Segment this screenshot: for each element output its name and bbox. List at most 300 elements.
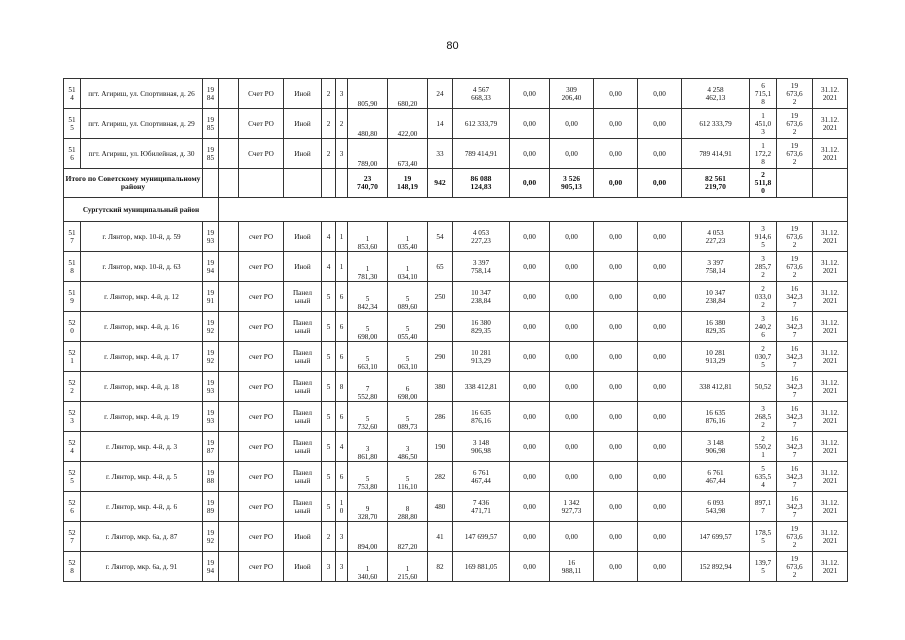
address-cell: пгт. Агириш, ул. Юбилейная, д. 30 <box>81 139 203 169</box>
entrances-cell: 8 <box>336 372 348 402</box>
fund-source-cell: 0,00 <box>510 79 550 109</box>
living-area-cell: 1 035,40 <box>388 222 428 252</box>
total-empty-cell <box>322 169 336 198</box>
wall-material-cell: Панел ьный <box>284 342 322 372</box>
empty-cell <box>219 372 239 402</box>
floors-cell: 5 <box>322 342 336 372</box>
deadline-cell: 31.12. 2021 <box>813 342 848 372</box>
year-cell: 19 93 <box>203 372 219 402</box>
fund-method-cell: Счет РО <box>239 139 284 169</box>
entrances-cell: 3 <box>336 522 348 552</box>
fund-source-cell: 0,00 <box>510 139 550 169</box>
residents-cell: 290 <box>428 312 453 342</box>
total-cost-cell: 3 148 906,98 <box>453 432 510 462</box>
year-cell: 19 93 <box>203 402 219 432</box>
total-cost-cell: 16 635 876,16 <box>453 402 510 432</box>
specific-cost-cell: 1 451,0 3 <box>750 109 777 139</box>
entrances-cell: 3 <box>336 79 348 109</box>
total-cost-cell: 3 397 758,14 <box>453 252 510 282</box>
living-area-cell: 5 089,73 <box>388 402 428 432</box>
fund-source-cell: 0,00 <box>594 432 638 462</box>
floors-cell: 2 <box>322 522 336 552</box>
wall-material-cell: Иной <box>284 139 322 169</box>
residents-cell: 41 <box>428 522 453 552</box>
housing-register-table <box>63 78 848 582</box>
year-cell: 19 92 <box>203 522 219 552</box>
floors-cell: 5 <box>322 432 336 462</box>
fund-source-cell: 0,00 <box>550 402 594 432</box>
fund-source-cell: 0,00 <box>550 252 594 282</box>
residents-cell: 190 <box>428 432 453 462</box>
deadline-cell: 31.12. 2021 <box>813 492 848 522</box>
entrances-cell: 6 <box>336 282 348 312</box>
address-cell: г. Лянтор, мкр. 6а, д. 91 <box>81 552 203 582</box>
total-area-cell: 805,90 <box>348 79 388 109</box>
address-cell: г. Лянтор, мкр. 4-й, д. 17 <box>81 342 203 372</box>
total-soviet-district <box>64 169 848 222</box>
address-cell: г. Лянтор, мкр. 4-й, д. 18 <box>81 372 203 402</box>
floors-cell: 2 <box>322 109 336 139</box>
empty-cell <box>219 402 239 432</box>
floors-cell: 4 <box>322 252 336 282</box>
total-empty-cell <box>284 169 322 198</box>
limit-cost-cell: 16 342,3 7 <box>777 402 813 432</box>
floors-cell: 5 <box>322 402 336 432</box>
wall-material-cell: Иной <box>284 79 322 109</box>
fund-source-cell: 0,00 <box>594 342 638 372</box>
owners-funds-cell: 6 761 467,44 <box>682 462 750 492</box>
living-area-cell: 422,00 <box>388 109 428 139</box>
empty-cell <box>219 109 239 139</box>
table-row <box>64 552 848 582</box>
total-area-cell: 5 842,34 <box>348 282 388 312</box>
floors-cell: 4 <box>322 222 336 252</box>
specific-cost-cell: 139,7 5 <box>750 552 777 582</box>
owners-funds-cell: 147 699,57 <box>682 522 750 552</box>
fund-method-cell: Счет РО <box>239 109 284 139</box>
total-area-cell: 894,00 <box>348 522 388 552</box>
total-empty-cell <box>203 169 219 198</box>
row-number-cell: 52 2 <box>64 372 81 402</box>
total-area-cell: 5 753,80 <box>348 462 388 492</box>
fund-source-cell: 0,00 <box>550 222 594 252</box>
fund-method-cell: счет РО <box>239 282 284 312</box>
specific-cost-cell: 178,5 5 <box>750 522 777 552</box>
row-number-cell: 52 0 <box>64 312 81 342</box>
total-cost-cell: 86 088 124,83 <box>453 169 510 198</box>
fund-method-cell: счет РО <box>239 312 284 342</box>
fund-source-cell: 0,00 <box>594 139 638 169</box>
fund-source-cell: 309 206,40 <box>550 79 594 109</box>
table-row <box>64 492 848 522</box>
fund-source-cell: 0,00 <box>510 432 550 462</box>
deadline-cell: 31.12. 2021 <box>813 252 848 282</box>
empty-cell <box>219 312 239 342</box>
limit-cost-cell: 16 342,3 7 <box>777 372 813 402</box>
total-fund-cell: 0,00 <box>594 169 638 198</box>
fund-source-cell: 0,00 <box>638 139 682 169</box>
fund-source-cell: 0,00 <box>510 492 550 522</box>
wall-material-cell: Иной <box>284 222 322 252</box>
total-cost-cell: 612 333,79 <box>453 109 510 139</box>
total-cost-cell: 16 380 829,35 <box>453 312 510 342</box>
total-living-area-cell: 19 148,19 <box>388 169 428 198</box>
floors-cell: 5 <box>322 312 336 342</box>
fund-source-cell: 0,00 <box>510 282 550 312</box>
specific-cost-cell: 50,52 <box>750 372 777 402</box>
residents-cell: 82 <box>428 552 453 582</box>
fund-source-cell: 0,00 <box>550 432 594 462</box>
living-area-cell: 5 063,10 <box>388 342 428 372</box>
limit-cost-cell: 16 342,3 7 <box>777 492 813 522</box>
fund-source-cell: 16 988,11 <box>550 552 594 582</box>
specific-cost-cell: 3 914,6 5 <box>750 222 777 252</box>
empty-cell <box>219 342 239 372</box>
total-fund-cell: 0,00 <box>510 169 550 198</box>
limit-cost-cell: 19 673,6 2 <box>777 222 813 252</box>
owners-funds-cell: 3 148 906,98 <box>682 432 750 462</box>
empty-cell <box>219 462 239 492</box>
fund-method-cell: счет РО <box>239 492 284 522</box>
total-empty-cell <box>336 169 348 198</box>
fund-method-cell: счет РО <box>239 372 284 402</box>
total-area-cell: 7 552,80 <box>348 372 388 402</box>
deadline-cell: 31.12. 2021 <box>813 312 848 342</box>
empty-cell <box>219 492 239 522</box>
living-area-cell: 5 116,10 <box>388 462 428 492</box>
limit-cost-cell: 16 342,3 7 <box>777 462 813 492</box>
living-area-cell: 827,20 <box>388 522 428 552</box>
entrances-cell: 4 <box>336 432 348 462</box>
year-cell: 19 94 <box>203 252 219 282</box>
residents-cell: 250 <box>428 282 453 312</box>
fund-source-cell: 0,00 <box>594 109 638 139</box>
wall-material-cell: Иной <box>284 109 322 139</box>
total-empty-cell <box>777 169 813 198</box>
fund-source-cell: 0,00 <box>510 342 550 372</box>
owners-funds-cell: 789 414,91 <box>682 139 750 169</box>
rows-soviet-district <box>64 79 848 169</box>
total-owners-cell: 82 561 219,70 <box>682 169 750 198</box>
section-title: Сургутский муниципальный район <box>64 198 219 222</box>
year-cell: 19 88 <box>203 462 219 492</box>
fund-source-cell: 0,00 <box>550 139 594 169</box>
row-number-cell: 52 8 <box>64 552 81 582</box>
floors-cell: 2 <box>322 79 336 109</box>
owners-funds-cell: 612 333,79 <box>682 109 750 139</box>
entrances-cell: 1 0 <box>336 492 348 522</box>
living-area-cell: 5 089,60 <box>388 282 428 312</box>
entrances-cell: 3 <box>336 552 348 582</box>
residents-cell: 14 <box>428 109 453 139</box>
fund-source-cell: 0,00 <box>594 79 638 109</box>
entrances-cell: 3 <box>336 139 348 169</box>
floors-cell: 5 <box>322 462 336 492</box>
year-cell: 19 92 <box>203 342 219 372</box>
owners-funds-cell: 10 347 238,84 <box>682 282 750 312</box>
table-row <box>64 252 848 282</box>
specific-cost-cell: 897,1 7 <box>750 492 777 522</box>
year-cell: 19 85 <box>203 139 219 169</box>
fund-source-cell: 0,00 <box>594 312 638 342</box>
total-empty-cell <box>239 169 284 198</box>
empty-cell <box>219 552 239 582</box>
address-cell: г. Лянтор, мкр. 4-й, д. 3 <box>81 432 203 462</box>
residents-cell: 54 <box>428 222 453 252</box>
living-area-cell: 1 034,10 <box>388 252 428 282</box>
fund-method-cell: счет РО <box>239 222 284 252</box>
table-row <box>64 222 848 252</box>
specific-cost-cell: 1 172,2 8 <box>750 139 777 169</box>
owners-funds-cell: 10 281 913,29 <box>682 342 750 372</box>
empty-cell <box>219 522 239 552</box>
floors-cell: 5 <box>322 282 336 312</box>
fund-source-cell: 0,00 <box>550 109 594 139</box>
table-row <box>64 79 848 109</box>
deadline-cell: 31.12. 2021 <box>813 282 848 312</box>
wall-material-cell: Иной <box>284 552 322 582</box>
fund-source-cell: 0,00 <box>638 312 682 342</box>
fund-source-cell: 0,00 <box>510 312 550 342</box>
address-cell: г. Лянтор, мкр. 10-й, д. 59 <box>81 222 203 252</box>
address-cell: пгт. Агириш, ул. Спортивная, д. 26 <box>81 79 203 109</box>
fund-method-cell: Счет РО <box>239 79 284 109</box>
total-fund-cell: 0,00 <box>638 169 682 198</box>
year-cell: 19 84 <box>203 79 219 109</box>
wall-material-cell: Панел ьный <box>284 462 322 492</box>
row-number-cell: 51 6 <box>64 139 81 169</box>
fund-source-cell: 0,00 <box>638 372 682 402</box>
address-cell: г. Лянтор, мкр. 10-й, д. 63 <box>81 252 203 282</box>
fund-method-cell: счет РО <box>239 432 284 462</box>
row-number-cell: 52 7 <box>64 522 81 552</box>
fund-source-cell: 0,00 <box>594 372 638 402</box>
fund-source-cell: 0,00 <box>594 522 638 552</box>
limit-cost-cell: 16 342,3 7 <box>777 432 813 462</box>
empty-cell <box>219 222 239 252</box>
total-empty-cell <box>219 169 239 198</box>
wall-material-cell: Панел ьный <box>284 402 322 432</box>
limit-cost-cell: 16 342,3 7 <box>777 312 813 342</box>
specific-cost-cell: 3 285,7 2 <box>750 252 777 282</box>
fund-source-cell: 0,00 <box>510 402 550 432</box>
row-number-cell: 51 5 <box>64 109 81 139</box>
deadline-cell: 31.12. 2021 <box>813 109 848 139</box>
total-label: Итого по Советскому муниципальному району <box>64 169 203 198</box>
entrances-cell: 2 <box>336 109 348 139</box>
floors-cell: 5 <box>322 372 336 402</box>
wall-material-cell: Панел ьный <box>284 432 322 462</box>
row-number-cell: 51 8 <box>64 252 81 282</box>
fund-source-cell: 0,00 <box>510 462 550 492</box>
wall-material-cell: Иной <box>284 522 322 552</box>
row-number-cell: 52 5 <box>64 462 81 492</box>
total-specific-cost-cell: 2 511,8 0 <box>750 169 777 198</box>
year-cell: 19 94 <box>203 552 219 582</box>
total-area-cell: 480,80 <box>348 109 388 139</box>
fund-source-cell: 0,00 <box>638 492 682 522</box>
owners-funds-cell: 152 892,94 <box>682 552 750 582</box>
entrances-cell: 6 <box>336 402 348 432</box>
limit-cost-cell: 19 673,6 2 <box>777 252 813 282</box>
living-area-cell: 5 055,40 <box>388 312 428 342</box>
residents-cell: 33 <box>428 139 453 169</box>
total-area-cell: 1 781,30 <box>348 252 388 282</box>
limit-cost-cell: 19 673,6 2 <box>777 139 813 169</box>
total-area-cell: 9 328,70 <box>348 492 388 522</box>
address-cell: г. Лянтор, мкр. 4-й, д. 16 <box>81 312 203 342</box>
empty-cell <box>219 432 239 462</box>
fund-source-cell: 0,00 <box>638 109 682 139</box>
fund-method-cell: счет РО <box>239 522 284 552</box>
owners-funds-cell: 4 258 462,13 <box>682 79 750 109</box>
deadline-cell: 31.12. 2021 <box>813 462 848 492</box>
year-cell: 19 93 <box>203 222 219 252</box>
specific-cost-cell: 3 240,2 6 <box>750 312 777 342</box>
total-cost-cell: 4 567 668,33 <box>453 79 510 109</box>
empty-cell <box>219 79 239 109</box>
table-row <box>64 282 848 312</box>
fund-method-cell: счет РО <box>239 342 284 372</box>
fund-source-cell: 0,00 <box>550 342 594 372</box>
row-number-cell: 52 1 <box>64 342 81 372</box>
floors-cell: 2 <box>322 139 336 169</box>
deadline-cell: 31.12. 2021 <box>813 222 848 252</box>
page-number: 80 <box>446 40 459 52</box>
rows-surgut-district <box>64 222 848 582</box>
residents-cell: 286 <box>428 402 453 432</box>
deadline-cell: 31.12. 2021 <box>813 552 848 582</box>
address-cell: г. Лянтор, мкр. 4-й, д. 12 <box>81 282 203 312</box>
fund-source-cell: 0,00 <box>510 252 550 282</box>
row-number-cell: 51 7 <box>64 222 81 252</box>
limit-cost-cell: 19 673,6 2 <box>777 109 813 139</box>
address-cell: г. Лянтор, мкр. 4-й, д. 6 <box>81 492 203 522</box>
fund-source-cell: 0,00 <box>594 222 638 252</box>
living-area-cell: 1 215,60 <box>388 552 428 582</box>
fund-source-cell: 0,00 <box>638 432 682 462</box>
fund-source-cell: 0,00 <box>638 252 682 282</box>
entrances-cell: 6 <box>336 342 348 372</box>
owners-funds-cell: 4 053 227,23 <box>682 222 750 252</box>
fund-source-cell: 0,00 <box>638 282 682 312</box>
fund-source-cell: 0,00 <box>638 79 682 109</box>
floors-cell: 5 <box>322 492 336 522</box>
empty-cell <box>219 252 239 282</box>
total-cost-cell: 338 412,81 <box>453 372 510 402</box>
total-cost-cell: 789 414,91 <box>453 139 510 169</box>
deadline-cell: 31.12. 2021 <box>813 372 848 402</box>
total-area-cell: 5 663,10 <box>348 342 388 372</box>
owners-funds-cell: 338 412,81 <box>682 372 750 402</box>
year-cell: 19 91 <box>203 282 219 312</box>
deadline-cell: 31.12. 2021 <box>813 522 848 552</box>
specific-cost-cell: 2 030,7 5 <box>750 342 777 372</box>
fund-source-cell: 0,00 <box>510 552 550 582</box>
total-cost-cell: 7 436 471,71 <box>453 492 510 522</box>
fund-source-cell: 0,00 <box>638 342 682 372</box>
table-row <box>64 462 848 492</box>
address-cell: г. Лянтор, мкр. 6а, д. 87 <box>81 522 203 552</box>
year-cell: 19 87 <box>203 432 219 462</box>
specific-cost-cell: 2 033,0 2 <box>750 282 777 312</box>
residents-cell: 65 <box>428 252 453 282</box>
fund-source-cell: 0,00 <box>594 462 638 492</box>
living-area-cell: 8 288,80 <box>388 492 428 522</box>
total-cost-cell: 6 761 467,44 <box>453 462 510 492</box>
fund-method-cell: счет РО <box>239 252 284 282</box>
empty-cell <box>219 139 239 169</box>
row-number-cell: 51 4 <box>64 79 81 109</box>
total-area-cell: 1 340,60 <box>348 552 388 582</box>
fund-source-cell: 0,00 <box>638 522 682 552</box>
table-row <box>64 139 848 169</box>
entrances-cell: 6 <box>336 462 348 492</box>
address-cell: г. Лянтор, мкр. 4-й, д. 5 <box>81 462 203 492</box>
fund-source-cell: 0,00 <box>510 109 550 139</box>
fund-method-cell: счет РО <box>239 462 284 492</box>
total-residents-cell: 942 <box>428 169 453 198</box>
year-cell: 19 85 <box>203 109 219 139</box>
fund-source-cell: 0,00 <box>638 222 682 252</box>
total-cost-cell: 10 281 913,29 <box>453 342 510 372</box>
specific-cost-cell: 2 550,2 1 <box>750 432 777 462</box>
row-number-cell: 52 6 <box>64 492 81 522</box>
specific-cost-cell: 6 715,1 8 <box>750 79 777 109</box>
total-area-cell: 3 861,80 <box>348 432 388 462</box>
fund-source-cell: 0,00 <box>510 522 550 552</box>
section-empty-cell <box>219 198 848 222</box>
fund-source-cell: 0,00 <box>594 282 638 312</box>
total-area-cell: 5 732,60 <box>348 402 388 432</box>
fund-source-cell: 0,00 <box>638 462 682 492</box>
address-cell: пгт. Агириш, ул. Спортивная, д. 29 <box>81 109 203 139</box>
entrances-cell: 1 <box>336 252 348 282</box>
total-fund-cell: 3 526 905,13 <box>550 169 594 198</box>
wall-material-cell: Иной <box>284 252 322 282</box>
fund-source-cell: 0,00 <box>550 462 594 492</box>
deadline-cell: 31.12. 2021 <box>813 432 848 462</box>
residents-cell: 480 <box>428 492 453 522</box>
total-area-cell: 1 853,60 <box>348 222 388 252</box>
year-cell: 19 92 <box>203 312 219 342</box>
table-row <box>64 402 848 432</box>
owners-funds-cell: 16 635 876,16 <box>682 402 750 432</box>
table-row <box>64 372 848 402</box>
fund-source-cell: 0,00 <box>510 222 550 252</box>
limit-cost-cell: 19 673,6 2 <box>777 79 813 109</box>
fund-source-cell: 0,00 <box>594 252 638 282</box>
fund-source-cell: 0,00 <box>550 312 594 342</box>
fund-source-cell: 0,00 <box>550 282 594 312</box>
total-cost-cell: 10 347 238,84 <box>453 282 510 312</box>
living-area-cell: 6 698,00 <box>388 372 428 402</box>
living-area-cell: 3 486,50 <box>388 432 428 462</box>
table-row <box>64 109 848 139</box>
fund-source-cell: 0,00 <box>638 402 682 432</box>
total-area-cell: 5 698,00 <box>348 312 388 342</box>
entrances-cell: 1 <box>336 222 348 252</box>
specific-cost-cell: 3 268,5 2 <box>750 402 777 432</box>
owners-funds-cell: 3 397 758,14 <box>682 252 750 282</box>
row-number-cell: 51 9 <box>64 282 81 312</box>
fund-method-cell: счет РО <box>239 402 284 432</box>
total-cost-cell: 4 053 227,23 <box>453 222 510 252</box>
limit-cost-cell: 19 673,6 2 <box>777 552 813 582</box>
residents-cell: 380 <box>428 372 453 402</box>
table-row <box>64 312 848 342</box>
total-empty-cell <box>813 169 848 198</box>
